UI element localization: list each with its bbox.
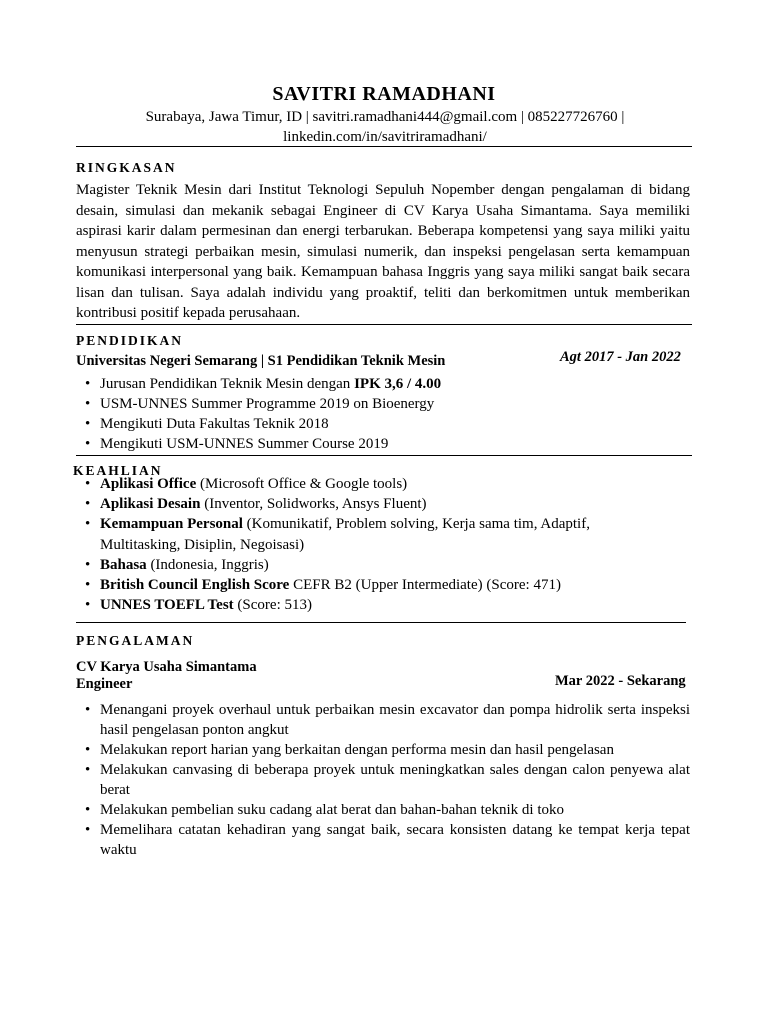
list-item: • Mengikuti Duta Fakultas Teknik 2018: [85, 416, 329, 432]
contact-line-1: Surabaya, Jawa Timur, ID | savitri.ramadhani444@gmail.com | 085227726760 |: [145, 109, 625, 125]
skills-heading: KEAHLIAN: [73, 463, 163, 478]
list-item: • Memelihara catatan kehadiran yang sangat baik, secara konsisten datang ke tempat kerja tepat waktu: [85, 822, 690, 858]
header-divider: [76, 146, 692, 147]
experience-date: Mar 2022 - Sekarang: [555, 673, 686, 689]
bullet-icon: •: [85, 577, 91, 594]
bullet-icon: •: [85, 516, 91, 533]
bullet-icon: •: [85, 376, 91, 392]
bullet-icon: •: [85, 496, 91, 513]
list-item: • Aplikasi Office (Microsoft Office & Google tools): [76, 474, 656, 494]
education-divider: [76, 455, 692, 456]
list-item: • Jurusan Pendidikan Teknik Mesin dengan IPK 3,6 / 4.00: [85, 376, 442, 392]
bullet-icon: •: [85, 702, 91, 718]
education-heading: PENDIDIKAN: [76, 333, 184, 348]
education-list: [76, 374, 676, 454]
contact-info: [100, 107, 670, 147]
bullet-icon: •: [85, 742, 91, 758]
list-item: • Mengikuti USM-UNNES Summer Course 2019: [85, 436, 389, 452]
experience-company: CV Karya Usaha Simantama: [76, 659, 257, 675]
skills-list: [76, 474, 656, 615]
summary-divider: [76, 324, 692, 325]
experience-list: [76, 700, 690, 860]
bullet-icon: •: [85, 416, 91, 432]
bullet-icon: •: [85, 802, 91, 818]
summary-text: Magister Teknik Mesin dari Institut Teknologi Sepuluh Nopember dengan pengalaman di bidang desain, simulasi dan mekanik sebagai Engineer di CV Karya Usaha Simantama. Saya memiliki aspirasi karir dalam permesinan dan energi terbarukan. Beberapa kompetensi yang saya miliki yaitu menyusun strategi perbaikan mesin, simulasi numerik, dan inspeksi pengelasan serta kemampuan komunikasi interpersonal yang baik. Kemampuan bahasa Inggris yang saya miliki sangat baik secara lisan dan tulisan. Saya adalah individu yang proaktif, teliti dan berkomitmen untuk memberikan kontribusi positif kepada perusahaan.: [76, 182, 690, 321]
list-item: • Kemampuan Personal (Komunikatif, Problem solving, Kerja sama tim, Adaptif, Multitasking, Disiplin, Negoisasi): [85, 516, 590, 553]
list-item: • Melakukan report harian yang berkaitan dengan performa mesin dan hasil pengelasan: [85, 742, 614, 758]
experience-heading: PENGALAMAN: [76, 633, 195, 648]
skills-divider: [76, 622, 686, 623]
bullet-icon: •: [85, 556, 91, 573]
list-item: • Aplikasi Desain (Inventor, Solidworks, Ansys Fluent): [76, 494, 656, 514]
list-item: • Bahasa (Indonesia, Inggris): [76, 555, 656, 575]
list-item: • British Council English Score CEFR B2 (Upper Intermediate) (Score: 471): [76, 575, 656, 595]
education-institution: Universitas Negeri Semarang | S1 Pendidikan Teknik Mesin: [76, 353, 446, 369]
bullet-icon: •: [85, 476, 91, 492]
bullet-icon: •: [85, 822, 91, 838]
list-item: • Melakukan pembelian suku cadang alat berat dan bahan-bahan teknik di toko: [85, 802, 565, 818]
bullet-icon: •: [85, 597, 91, 614]
list-item: • Menangani proyek overhaul untuk perbaikan mesin excavator dan pompa hidrolik serta inspeksi hasil pengelasan ponton angkut: [85, 702, 690, 738]
list-item: • Melakukan canvasing di beberapa proyek untuk meningkatkan sales dengan calon penyewa alat berat: [85, 762, 690, 798]
education-date: Agt 2017 - Jan 2022: [560, 349, 681, 365]
list-item: • USM-UNNES Summer Programme 2019 on Bioenergy: [85, 396, 435, 412]
list-item: • UNNES TOEFL Test (Score: 513): [76, 595, 656, 615]
bullet-icon: •: [85, 762, 91, 778]
contact-line-2: linkedin.com/in/savitriramadhani/: [283, 129, 487, 145]
summary-heading: RINGKASAN: [76, 160, 177, 175]
resume-name: SAVITRI RAMADHANI: [272, 83, 496, 105]
experience-role: Engineer: [76, 676, 133, 692]
bullet-icon: •: [85, 396, 91, 412]
bullet-icon: •: [85, 436, 91, 452]
